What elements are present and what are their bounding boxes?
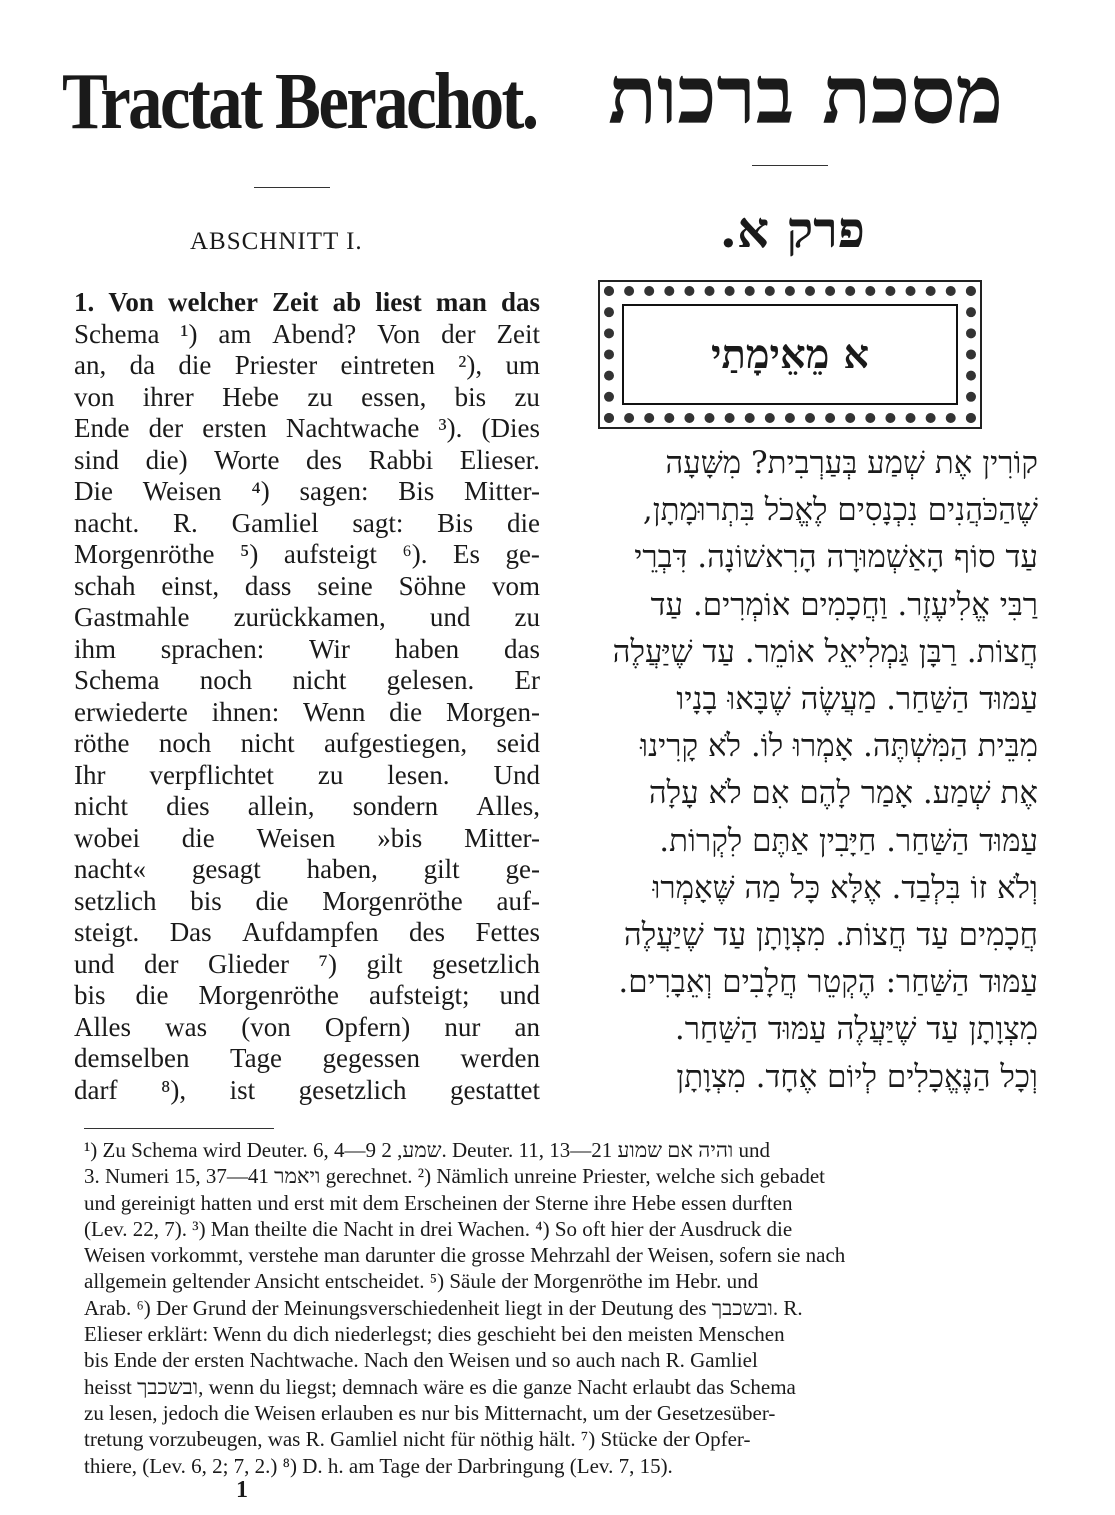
german-word: Mitter- bbox=[464, 822, 540, 853]
german-line bbox=[74, 508, 540, 540]
german-line bbox=[74, 980, 540, 1012]
german-word: zu bbox=[514, 381, 540, 412]
german-word: Hebe bbox=[222, 381, 280, 412]
german-line bbox=[74, 476, 540, 508]
german-word: von bbox=[74, 381, 115, 412]
page-number: 1 bbox=[236, 1477, 248, 1503]
footnote-line: und gereinigt hatten und erst mit dem Erscheinen der Sterne ihre Hebe essen durften bbox=[84, 1190, 793, 1215]
german-word: und bbox=[74, 948, 115, 979]
german-word: Bis bbox=[398, 476, 435, 506]
german-word: schah bbox=[74, 570, 136, 601]
german-word: sagt: bbox=[352, 507, 404, 538]
german-word: vom bbox=[491, 570, 540, 601]
german-word: die bbox=[181, 822, 215, 853]
german-word: sprachen: bbox=[160, 633, 265, 664]
german-word: das bbox=[503, 633, 540, 664]
german-word: dass bbox=[244, 570, 292, 601]
german-word: Rabbi bbox=[368, 444, 434, 475]
german-word: Morgenröthe bbox=[322, 885, 463, 916]
footnote-line: 3. Numeri 15, 37—41 ויאמר gerechnet. ²) Nämlich unreine Priester, welche sich gebadet bbox=[84, 1164, 825, 1189]
german-word: gesagt bbox=[191, 854, 261, 884]
footnote-line: thiere, (Lev. 6, 2; 7, 2.) ⁸) D. h. am Tage der Darbringung (Lev. 7, 15). bbox=[84, 1453, 673, 1478]
section-heading: ABSCHNITT I. bbox=[190, 228, 363, 255]
ornamental-frame bbox=[598, 280, 982, 429]
german-word: an, bbox=[74, 350, 107, 380]
german-word: Alles, bbox=[476, 791, 540, 821]
german-word: Bis bbox=[437, 507, 474, 538]
german-word: Weisen bbox=[142, 476, 222, 506]
german-word: Abend? bbox=[272, 318, 357, 349]
hebrew-line: עַמּוּד הַשַּׁחַר: הֶקְטֵר חֲלָבִים וְאֵבָרִים. bbox=[618, 964, 1038, 1001]
hebrew-line: עַד סוֹף הָאַשְׁמוּרָה הָרִאשׁוֹנָה. דִּבְרֵי bbox=[634, 539, 1038, 576]
german-line bbox=[74, 634, 540, 666]
hebrew-line: וְכָל הַנֶּאֱכָלִים לְיוֹם אֶחָד. מִצְוָתָן bbox=[676, 1058, 1038, 1095]
german-word: Worte bbox=[214, 444, 280, 475]
german-word: der bbox=[148, 413, 184, 443]
german-word: Nachtwache bbox=[285, 413, 420, 443]
german-word: haben, bbox=[306, 854, 378, 884]
german-word: Von bbox=[377, 318, 421, 349]
german-word: nicht bbox=[240, 728, 295, 758]
footnote-line: Weisen vorkommt, verstehe man darunter die grosse Mehrzahl der Weisen, sofern sie nach bbox=[84, 1243, 846, 1268]
german-word: an bbox=[514, 1011, 540, 1042]
german-word: Morgen- bbox=[445, 696, 540, 727]
german-word: Morgenröthe bbox=[74, 539, 215, 569]
german-word: einst, bbox=[161, 570, 220, 601]
german-word: des bbox=[409, 917, 446, 947]
german-word: zu bbox=[307, 381, 333, 412]
hebrew-line: עַמּוּד הַשַּׁחַר. חַיָּבִין אַתֶּם לִקְרוֹת. bbox=[659, 822, 1038, 859]
german-word: das bbox=[500, 287, 540, 317]
german-word: um bbox=[505, 350, 540, 380]
hebrew-text-column bbox=[548, 440, 1038, 1101]
german-word: ge- bbox=[505, 539, 540, 569]
hebrew-line: מִבֵּית הַמִּשְׁתֶּה. אָמְרוּ לוֹ. לֹא קָרִינוּ bbox=[640, 728, 1038, 765]
hebrew-line: אֶת שְׁמַע. אָמַר לָהֶם אִם לֹא עָלָה bbox=[648, 775, 1038, 812]
german-word: ihnen: bbox=[211, 696, 280, 727]
german-word: Schema bbox=[74, 665, 160, 695]
german-word: gegessen bbox=[322, 1043, 421, 1073]
divider-right bbox=[752, 165, 828, 166]
german-word: am bbox=[218, 318, 252, 349]
german-text-column bbox=[74, 287, 540, 1106]
german-line bbox=[74, 350, 540, 382]
german-word: Morgenröthe bbox=[198, 980, 339, 1010]
german-line bbox=[74, 445, 540, 477]
german-word: seine bbox=[317, 570, 373, 601]
footnote-line: ¹) Zu Schema wird Deuter. 6, 4—9 שמע, 2. Deuter. 11, 13—21 והיה אם שמוע und bbox=[84, 1138, 771, 1162]
german-word: röthe bbox=[74, 728, 130, 758]
german-word: gilt bbox=[366, 948, 403, 979]
german-word: bis bbox=[454, 381, 487, 412]
german-word: Ende bbox=[74, 413, 130, 443]
title-hebrew: מסכת ברכות bbox=[608, 48, 1003, 142]
german-line bbox=[74, 1043, 540, 1075]
german-word: ⁷) bbox=[318, 948, 337, 979]
hebrew-line: שֶׁהַכֹּהֲנִים נִכְנָסִים לֶאֱכֹל בִּתְרוּמָתָן, bbox=[642, 492, 1038, 529]
german-word: die bbox=[389, 696, 423, 727]
german-line bbox=[74, 886, 540, 918]
footnotes bbox=[84, 1137, 1034, 1479]
german-word: liest bbox=[375, 287, 422, 317]
german-word: bis bbox=[190, 885, 222, 916]
german-word: nacht. bbox=[74, 507, 140, 538]
german-line bbox=[74, 1075, 540, 1107]
german-word: zurückkamen, bbox=[233, 602, 386, 632]
footnote-line: (Lev. 22, 7). ³) Man theilte die Nacht in drei Wachen. ⁴) So oft hier der Ausdruck die bbox=[84, 1216, 793, 1241]
german-word: wobei bbox=[74, 822, 140, 853]
german-word: ⁴) bbox=[251, 476, 270, 506]
german-word: noch bbox=[199, 665, 253, 695]
german-word: Ihr bbox=[74, 759, 106, 790]
german-word: nicht bbox=[292, 665, 347, 695]
german-word: Alles bbox=[74, 1011, 131, 1042]
german-word: gelesen. bbox=[386, 665, 475, 695]
german-word: welcher bbox=[167, 287, 258, 317]
german-word: der bbox=[441, 318, 476, 349]
footnote-line: tretung vorzubeugen, was R. Gamliel nicht für nöthig hält. ⁷) Stücke der Opfer- bbox=[84, 1427, 751, 1452]
german-word: Gamliel bbox=[231, 507, 319, 538]
german-line bbox=[74, 602, 540, 634]
german-word: ab bbox=[332, 287, 362, 317]
german-word: und bbox=[429, 602, 471, 632]
german-word: Schema bbox=[74, 318, 160, 349]
footnote-line: bis Ende der ersten Nachtwache. Nach den Weisen und so auch nach R. Gamliel bbox=[84, 1348, 758, 1373]
german-word: da bbox=[129, 350, 156, 380]
german-line bbox=[74, 665, 540, 697]
german-line bbox=[74, 728, 540, 760]
german-word: 1. bbox=[74, 287, 95, 317]
german-word: Tage bbox=[229, 1043, 283, 1073]
german-line bbox=[74, 539, 540, 571]
german-line bbox=[74, 697, 540, 729]
german-word: Gastmahle bbox=[74, 602, 190, 632]
german-word: auf- bbox=[496, 885, 540, 916]
german-word: »bis bbox=[377, 822, 423, 853]
german-word: erwiederte bbox=[74, 696, 188, 727]
german-word: demselben bbox=[74, 1043, 190, 1073]
footnote-line: Arab. ⁶) Der Grund der Meinungsverschiedenheit liegt in der Deutung des ובשכבך. R. bbox=[84, 1295, 803, 1320]
german-word: Zeit bbox=[272, 287, 319, 317]
german-word: aufsteigt; bbox=[369, 980, 470, 1010]
german-word: haben bbox=[394, 633, 460, 664]
footnote-line: zu lesen, jedoch die Weisen erlauben es nur bis Mitternacht, um der Gesetzesüber- bbox=[84, 1400, 776, 1425]
german-word: aufgestiegen, bbox=[323, 728, 468, 758]
german-word: Von bbox=[108, 287, 154, 317]
german-word: dies bbox=[166, 791, 210, 821]
german-word: Söhne bbox=[398, 570, 467, 601]
german-word: Die bbox=[74, 476, 113, 506]
german-word: zu bbox=[514, 602, 540, 632]
german-word: sind bbox=[74, 444, 120, 475]
german-word: nicht bbox=[74, 791, 128, 821]
german-word: nacht« bbox=[74, 854, 146, 884]
german-word: noch bbox=[158, 728, 212, 758]
german-word: Wir bbox=[309, 633, 350, 664]
german-word: gesetzlich bbox=[298, 1074, 407, 1105]
footnote-divider bbox=[84, 1128, 274, 1129]
german-line bbox=[74, 287, 540, 319]
german-word: Das bbox=[169, 917, 212, 947]
german-word: ²), bbox=[458, 350, 483, 380]
german-word: bis bbox=[74, 980, 106, 1010]
german-word: setzlich bbox=[74, 885, 157, 916]
german-line bbox=[74, 823, 540, 855]
german-word: essen, bbox=[361, 381, 427, 412]
german-word: ersten bbox=[202, 413, 267, 443]
german-word: ⁸), bbox=[160, 1074, 187, 1105]
german-word: die bbox=[507, 507, 540, 538]
german-word: Fettes bbox=[475, 917, 540, 947]
footnote-line: heisst ובשכבך, wenn du liegst; demnach wäre es die ganze Nacht erlaubt das Schema bbox=[84, 1374, 796, 1399]
german-line bbox=[74, 571, 540, 603]
german-word: ³). bbox=[438, 413, 463, 443]
german-line bbox=[74, 1012, 540, 1044]
german-word: Glieder bbox=[208, 948, 290, 979]
german-word: zu bbox=[317, 759, 344, 790]
german-word: Mitter- bbox=[464, 476, 540, 506]
hebrew-line: חֲצוֹת. רַבָּן גַּמְלִיאֵל אוֹמֵר. עַד שֶׁיַּעֲלֶה bbox=[612, 633, 1038, 670]
german-word: die bbox=[178, 350, 212, 380]
german-word: werden bbox=[460, 1043, 540, 1073]
german-word: Es bbox=[452, 539, 480, 569]
german-word: ge- bbox=[505, 854, 540, 884]
hebrew-line: קוֹרִין אֶת שְׁמַע בְּעַרְבִית? מִשָּׁעָה bbox=[665, 445, 1038, 481]
german-word: ihrer bbox=[142, 381, 194, 412]
german-word: was bbox=[165, 1011, 208, 1042]
hebrew-line: וְלֹא זוֹ בִּלְבַד. אֶלָּא כָּל מַה שֶּׁאָמְרוּ bbox=[652, 869, 1038, 906]
german-word: Und bbox=[493, 759, 540, 790]
german-line bbox=[74, 791, 540, 823]
german-word: gilt bbox=[423, 854, 460, 884]
german-word: sagen: bbox=[299, 476, 369, 506]
hebrew-line: מִצְוָתָן עַד שֶׁיַּעֲלֶה עַמּוּד הַשַּׁחַר. bbox=[674, 1011, 1038, 1048]
german-word: der bbox=[144, 948, 179, 979]
german-word: lesen. bbox=[387, 759, 450, 790]
chapter-heading: פרק א. bbox=[719, 200, 865, 259]
german-word: Opfern) bbox=[324, 1011, 411, 1042]
german-word: die bbox=[135, 980, 169, 1010]
german-word: gestattet bbox=[450, 1074, 540, 1105]
german-line bbox=[74, 949, 540, 981]
german-word: aufsteigt bbox=[283, 539, 377, 569]
footnote-line: allgemein geltender Ansicht entscheidet. ⁵) Säule der Morgenröthe im Hebr. und bbox=[84, 1269, 759, 1294]
german-word: Weisen bbox=[256, 822, 336, 853]
opening-word-box: א מֵאֵימָתַי bbox=[622, 304, 958, 405]
german-word: seid bbox=[496, 728, 540, 758]
german-line bbox=[74, 413, 540, 445]
german-word: steigt. bbox=[74, 917, 140, 947]
german-word: des bbox=[306, 444, 343, 475]
german-word: und bbox=[499, 980, 540, 1010]
hebrew-line: רַבִּי אֱלִיעֶזֶר. וַחֲכָמִים אוֹמְרִים. עַד bbox=[650, 586, 1038, 623]
german-word: sondern bbox=[352, 791, 439, 821]
german-word: Aufdampfen bbox=[242, 917, 379, 947]
german-word: ihm bbox=[74, 633, 117, 664]
german-word: R. bbox=[173, 507, 198, 538]
footnote-line: Elieser erklärt: Wenn du dich niederlegst; dies geschieht bei den meisten Menschen bbox=[84, 1322, 785, 1347]
hebrew-line: חֲכָמִים עַד חֲצוֹת. מִצְוָתָן עַד שֶׁיַּעֲלֶה bbox=[623, 917, 1038, 954]
german-word: Zeit bbox=[496, 318, 540, 349]
german-line bbox=[74, 319, 540, 351]
german-line bbox=[74, 917, 540, 949]
german-word: verpflichtet bbox=[149, 759, 274, 790]
german-word: ¹) bbox=[180, 318, 198, 349]
german-word: ist bbox=[229, 1074, 256, 1105]
german-word: die bbox=[255, 885, 289, 916]
title-german: Tractat Berachot. bbox=[62, 58, 537, 146]
german-word: (von bbox=[241, 1011, 291, 1042]
german-word: Wenn bbox=[303, 696, 366, 727]
german-line bbox=[74, 760, 540, 792]
german-word: man bbox=[435, 287, 487, 317]
german-word: Elieser. bbox=[459, 444, 540, 475]
german-word: gesetzlich bbox=[432, 948, 540, 979]
german-word: ⁵) bbox=[239, 539, 259, 569]
german-word: Priester bbox=[234, 350, 318, 380]
german-word: (Dies bbox=[481, 413, 540, 443]
hebrew-line: עַמּוּד הַשַּׁחַר. מַעֲשֶׂה שֶׁבָּאוּ בָנָיו bbox=[676, 681, 1038, 718]
german-word: die) bbox=[145, 444, 188, 475]
german-line bbox=[74, 382, 540, 414]
german-word: eintreten bbox=[340, 350, 435, 380]
german-word: allein, bbox=[247, 791, 315, 821]
german-word: nur bbox=[444, 1011, 481, 1042]
german-word: ⁶). bbox=[402, 539, 428, 569]
divider-left bbox=[254, 187, 330, 188]
german-word: Er bbox=[514, 665, 540, 695]
german-word: darf bbox=[74, 1074, 118, 1105]
german-line bbox=[74, 854, 540, 886]
